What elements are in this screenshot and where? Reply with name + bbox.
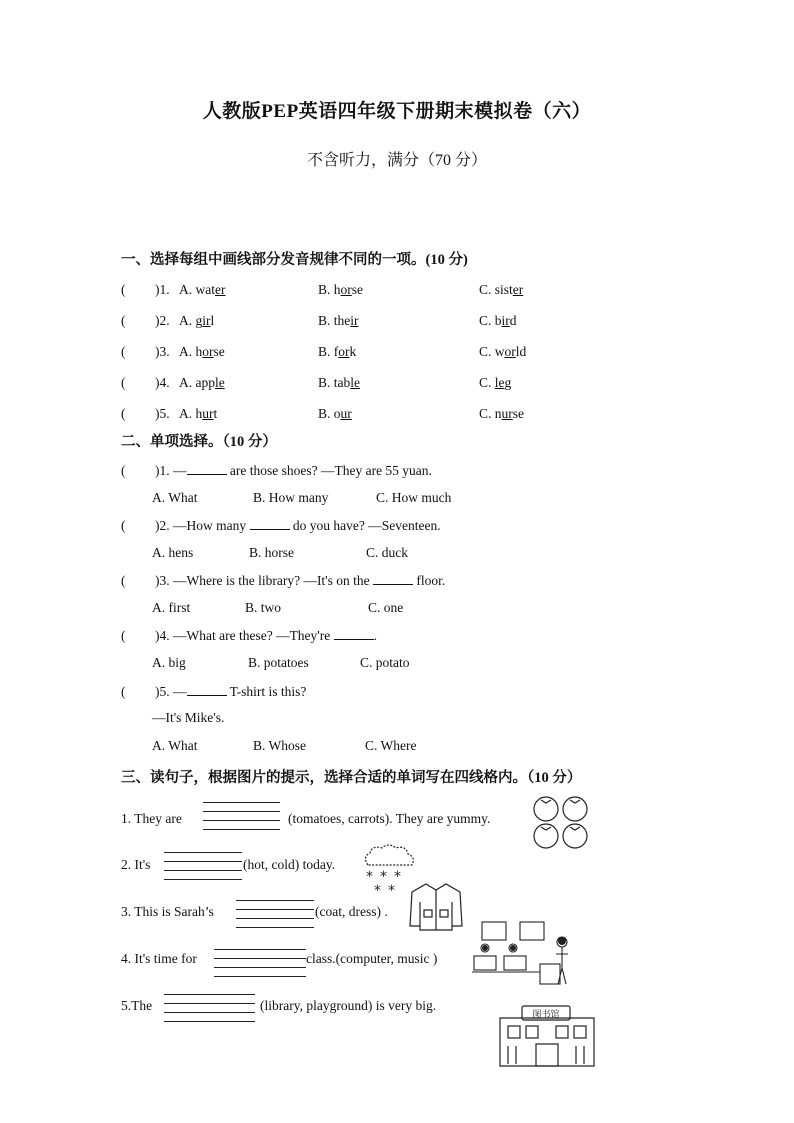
s2-q4-option-b: B. potatoes <box>248 655 309 670</box>
underlined-letters: ur <box>501 406 513 421</box>
s3-sentence2-end: (hot, cold) today. <box>243 857 336 872</box>
section2-heading: 二、单项选择。（10 分） <box>121 434 277 450</box>
question-number: )3. <box>155 344 170 359</box>
s2-q5: ( )5. — T-shirt is this? <box>121 684 307 699</box>
option-a: A. water <box>179 282 226 297</box>
underlined-letters: ur <box>340 406 352 421</box>
s3-sentence1-start: 1. They are <box>121 811 182 826</box>
option-c: C. nurse <box>479 406 525 421</box>
option-c: C. world <box>479 344 527 359</box>
underlined-letters: er <box>215 282 226 297</box>
underlined-letters: or <box>338 344 350 359</box>
s2-q4-option-a: A. big <box>152 655 186 670</box>
underlined-letters: ir <box>350 313 359 328</box>
s3-four-line-grid-3[interactable] <box>236 900 314 928</box>
s2-q2-option-c: C. duck <box>366 545 408 560</box>
s3-four-line-grid-4[interactable] <box>214 949 306 977</box>
section1-heading: 一、选择每组中画线部分发音规律不同的一项。(10 分) <box>121 252 468 268</box>
underlined-letters: le <box>350 375 360 390</box>
option-c: C. bird <box>479 313 517 328</box>
s3-sentence5-end: (library, playground) is very big. <box>260 998 437 1013</box>
option-a: A. hurt <box>179 406 218 421</box>
s2-q1-option-c: C. How much <box>376 490 452 505</box>
option-b: B. fork <box>318 344 357 359</box>
answer-paren[interactable]: ( <box>121 282 126 297</box>
option-a: A. girl <box>179 313 215 328</box>
page-title: 人教版PEP英语四年级下册期末模拟卷（六） <box>202 101 592 122</box>
question-number: )4. <box>155 375 170 390</box>
underlined-letters: le <box>215 375 225 390</box>
library-sign-text: 图书馆 <box>532 1010 560 1020</box>
section1-question <box>121 406 170 422</box>
s2-q4-option-c: C. potato <box>360 655 410 670</box>
s3-four-line-grid-5[interactable] <box>164 994 255 1022</box>
option-b: B. table <box>318 375 360 390</box>
answer-paren[interactable]: ( <box>121 313 126 328</box>
s3-sentence1-end: (tomatoes, carrots). They are yummy. <box>288 811 491 826</box>
svg-text:*: * <box>380 869 387 885</box>
s2-q3-option-b: B. two <box>245 600 282 615</box>
library-picture <box>496 1004 598 1070</box>
s2-q3: ( )3. —Where is the library? —It's on the floor. <box>121 573 446 588</box>
s2-q3-option-a: A. first <box>152 600 191 615</box>
s3-sentence5-start: 5.The <box>121 998 153 1013</box>
computer-class-picture <box>470 918 580 990</box>
s2-q5-option-b: B. Whose <box>253 738 306 753</box>
answer-paren[interactable]: ( <box>121 406 126 421</box>
svg-text:*: * <box>366 869 373 885</box>
option-b: B. their <box>318 313 359 328</box>
option-b: B. our <box>318 406 352 421</box>
underlined-letters: or <box>202 344 214 359</box>
s2-q1-option-a: A. What <box>152 490 198 505</box>
s3-sentence4-end: class.(computer, music ) <box>306 951 438 966</box>
question-number: )5. <box>155 406 170 421</box>
section1-question <box>121 375 170 391</box>
underlined-letters: ir <box>202 313 211 328</box>
option-b: B. horse <box>318 282 364 297</box>
section1-question <box>121 313 170 329</box>
s2-q5-option-a: A. What <box>152 738 198 753</box>
s2-q2: ( )2. —How many do you have? —Seventeen. <box>121 518 441 533</box>
s3-sentence3-start: 3. This is Sarah’s <box>121 904 214 919</box>
underlined-letters: or <box>504 344 516 359</box>
option-a: A. apple <box>179 375 225 390</box>
s2-q5-option-c: C. Where <box>365 738 417 753</box>
svg-text:*: * <box>394 869 401 885</box>
s3-sentence4-start: 4. It's time for <box>121 951 197 966</box>
underlined-letters: le <box>494 375 505 390</box>
section1-question <box>121 282 170 298</box>
s2-q3-option-c: C. one <box>368 600 404 615</box>
svg-text:*: * <box>374 883 381 897</box>
option-a: A. horse <box>179 344 225 359</box>
answer-paren[interactable]: ( <box>121 344 126 359</box>
question-number: )2. <box>155 313 170 328</box>
s2-q1-option-b: B. How many <box>253 490 329 505</box>
option-c: C. leg <box>479 375 512 390</box>
underlined-letters: ur <box>202 406 214 421</box>
s3-four-line-grid-1[interactable] <box>203 802 280 830</box>
section3-heading: 三、读句子，根据图片的提示，选择合适的单词写在四线格内。（10 分） <box>121 770 582 786</box>
coat-picture <box>408 880 464 932</box>
s2-q5-answer-line: —It's Mike's. <box>152 710 225 725</box>
s3-four-line-grid-2[interactable] <box>164 852 242 880</box>
underlined-letters: or <box>340 282 352 297</box>
s2-q2-option-b: B. horse <box>249 545 294 560</box>
page-subtitle: 不含听力，满分（70 分） <box>306 152 487 169</box>
answer-paren[interactable]: ( <box>121 375 126 390</box>
question-number: )1. <box>155 282 170 297</box>
underlined-letters: er <box>512 282 524 297</box>
tomatoes-picture <box>530 795 592 851</box>
s3-sentence2-start: 2. It's <box>121 857 151 872</box>
option-c: C. sister <box>479 282 524 297</box>
underlined-letters: ir <box>501 313 510 328</box>
s2-q2-option-a: A. hens <box>152 545 194 560</box>
section1-question <box>121 344 170 360</box>
svg-text:*: * <box>388 883 395 897</box>
s2-q4: ( )4. —What are these? —They're . <box>121 628 377 643</box>
s2-q1: ( )1. — are those shoes? —They are 55 yuan. <box>121 463 432 478</box>
s3-sentence3-end: (coat, dress) . <box>315 904 388 919</box>
